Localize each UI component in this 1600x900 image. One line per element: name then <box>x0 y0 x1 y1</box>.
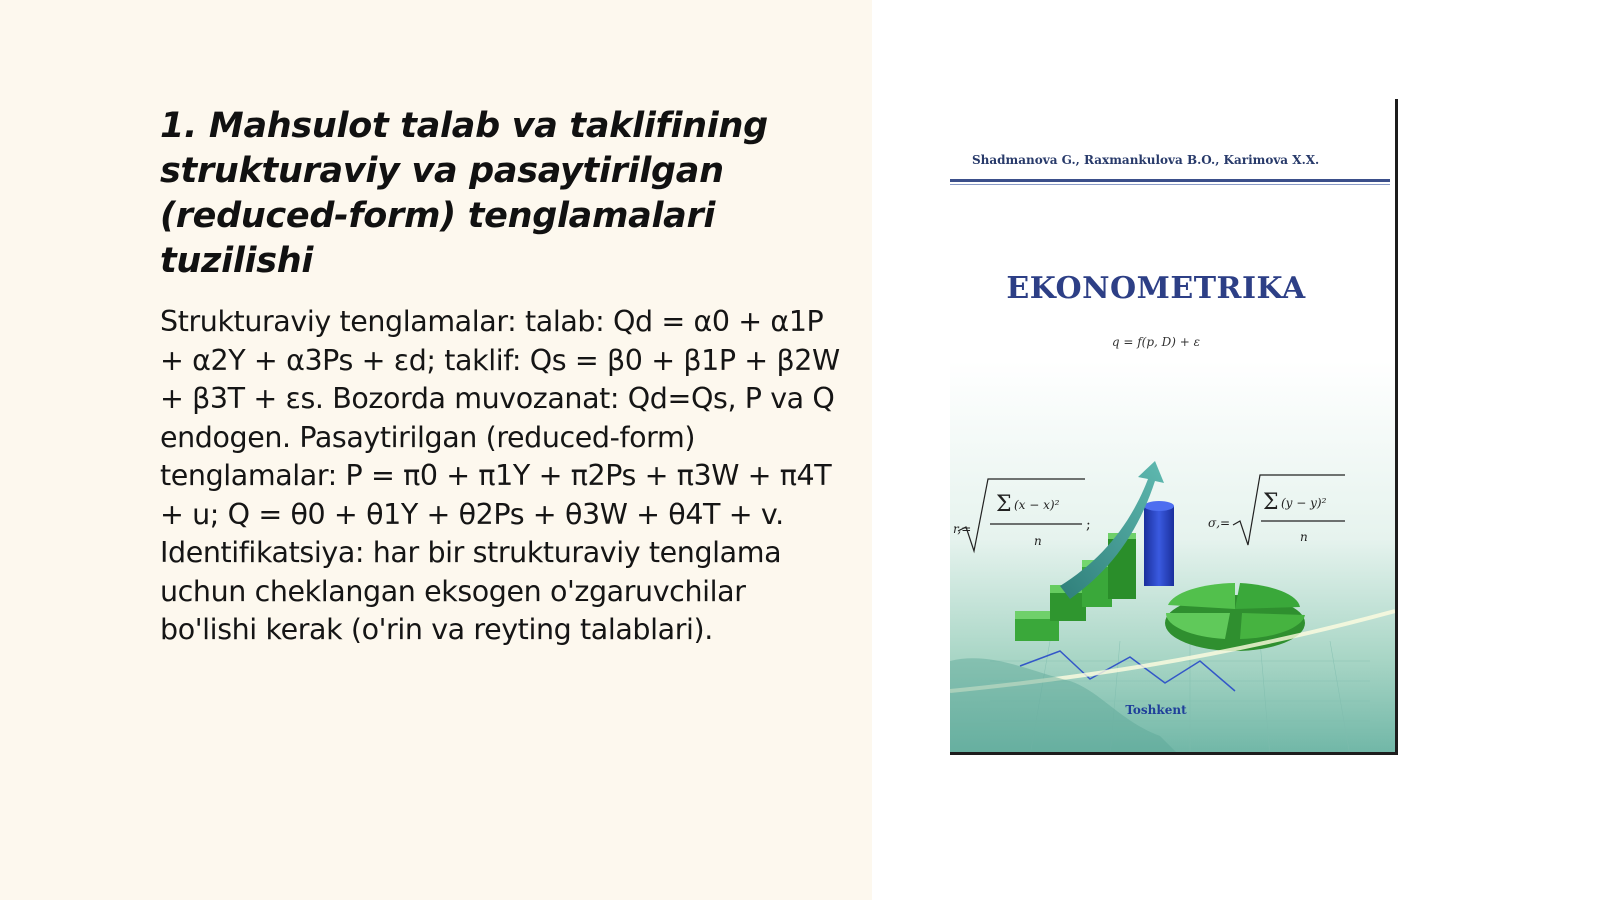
svg-text:σ,=: σ,= <box>1208 516 1231 530</box>
book-cover-illustration <box>950 361 1395 755</box>
svg-text:n: n <box>1300 530 1308 544</box>
svg-text:r,=: r,= <box>953 522 972 536</box>
svg-text:n: n <box>1034 534 1042 548</box>
slide-body-text: Strukturaviy tenglamalar: talab: Qd = α0 + α1P + α2Y + α3Ps + εd; taklif: Qs = β0 + β1P + β2W + β3T + εs. Bozorda muvozanat: Qd=Qs, P va Q endogen. Pasaytirilgan (reduced-form) tenglamalar: P = π0 + π1Y + π2Ps + π3W + π4T + u; Q = θ0 + θ1Y + θ2Ps + θ3W + θ4T + v. Identifikatsiya: har bir strukturaviy tenglama uchun cheklangan eksogen o'zgaruvchilar bo'lishi kerak (o'rin va reyting talablari). <box>160 305 840 646</box>
book-authors: Shadmanova G., Raxmankulova B.O., Karimova X.X. <box>972 153 1320 167</box>
book-header-rule-thin <box>950 184 1390 185</box>
svg-text:Σ: Σ <box>996 492 1012 517</box>
book-publisher-city: Toshkent <box>1125 703 1187 717</box>
svg-text:Σ: Σ <box>1263 490 1279 515</box>
svg-text:(x − x)²: (x − x)² <box>1014 498 1060 512</box>
slide-title: 1. Mahsulot talab va taklifining strukturaviy va pasaytirilgan (reduced-form) tenglamalari tuzilishi <box>160 106 768 281</box>
book-cover-image <box>950 99 1398 755</box>
svg-text:(y − y)²: (y − y)² <box>1281 496 1327 510</box>
green-pie-chart <box>1165 583 1305 651</box>
book-header-rule <box>950 179 1390 182</box>
book-formula: q = f(p, D) + ε <box>1111 335 1201 349</box>
book-title: EKONOMETRIKA <box>1006 271 1306 306</box>
svg-text:;: ; <box>1086 517 1091 533</box>
